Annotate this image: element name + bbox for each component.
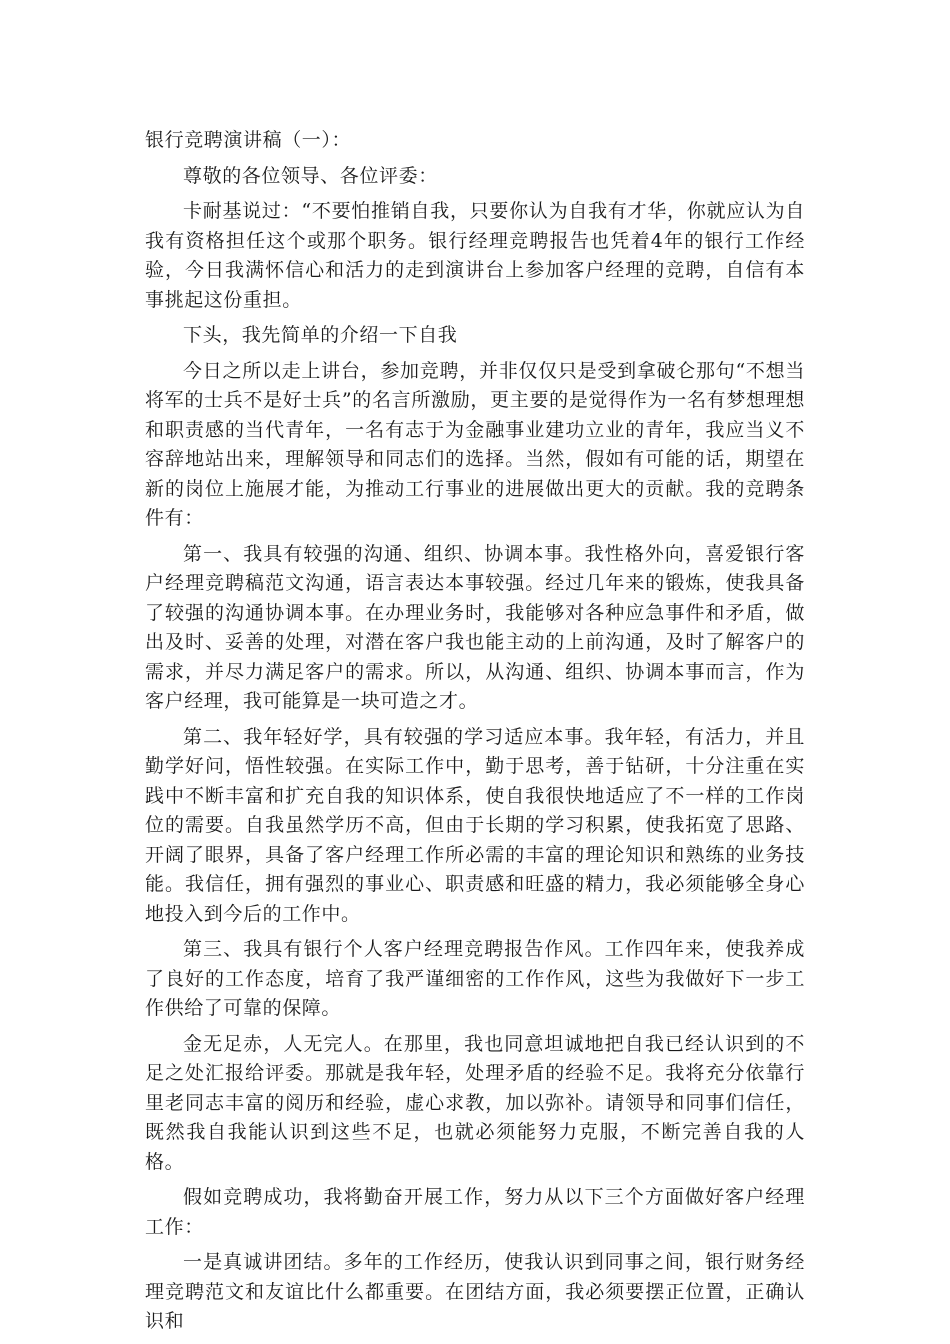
paragraph-self-intro-heading: 下头，我先简单的介绍一下自我 xyxy=(183,324,458,346)
document-title: 银行竞聘演讲稿（一）： xyxy=(145,129,352,151)
paragraph-quote-intro: 卡耐基说过：“不要怕推销自我，只要你认为自我有才华，你就应认为自我有资格担任这个或那个职务。银行经理竞聘报告也凭着4年的银行工作经验，今日我满怀信心和活力的走到演讲台上参加客户经理的竞聘，自信有本事挑起这份重担。 xyxy=(145,200,805,311)
paragraph-qualification-3: 第三、我具有银行个人客户经理竞聘报告作风。工作四年来，使我养成了良好的工作态度，培育了我严谨细密的工作作风，这些为我做好下一步工作供给了可靠的保障。 xyxy=(145,938,805,1019)
paragraph-motivation: 今日之所以走上讲台，参加竞聘，并非仅仅只是受到拿破仑那句“不想当将军的士兵不是好士兵”的名言所激励，更主要的是觉得作为一名有梦想理想和职责感的当代青年，一名有志于为金融事业建功立业的青年，我应当义不容辞地站出来，理解领导和同志们的选择。当然，假如有可能的话，期望在新的岗位上施展才能，为推动工行事业的进展做出更大的贡献。我的竞聘条件有： xyxy=(145,359,805,529)
paragraph-plan-intro: 假如竞聘成功，我将勤奋开展工作，努力从以下三个方面做好客户经理工作： xyxy=(145,1186,805,1238)
paragraph-qualification-2: 第二、我年轻好学，具有较强的学习适应本事。我年轻，有活力，并且勤学好问，悟性较强。在实际工作中，勤于思考，善于钻研，十分注重在实践中不断丰富和扩充自我的知识体系，使自我很快地适应了不一样的工作岗位的需要。自我虽然学历不高，但由于长期的学习积累，使我拓宽了思路、开阔了眼界，具备了客户经理工作所必需的丰富的理论知识和熟练的业务技能。我信任，拥有强烈的事业心、职责感和旺盛的精力，我必须能够全身心地投入到今后的工作中。 xyxy=(145,725,805,925)
paragraph-qualification-1: 第一、我具有较强的沟通、组织、协调本事。我性格外向，喜爱银行客户经理竞聘稿范文沟通，语言表达本事较强。经过几年来的锻炼，使我具备了较强的沟通协调本事。在办理业务时，我能够对各种应急事件和矛盾，做出及时、妥善的处理，对潜在客户我也能主动的上前沟通，及时了解客户的需求，并尽力满足客户的需求。所以，从沟通、组织、协调本事而言，作为客户经理，我可能算是一块可造之才。 xyxy=(145,542,805,712)
document-body xyxy=(145,126,805,1343)
paragraph-shortcomings: 金无足赤，人无完人。在那里，我也同意坦诚地把自我已经认识到的不足之处汇报给评委。那就是我年轻，处理矛盾的经验不足。我将充分依靠行里老同志丰富的阅历和经验，虚心求教，加以弥补。请领导和同事们信任，既然我自我能认识到这些不足，也就必须能努力克服，不断完善自我的人格。 xyxy=(145,1032,805,1173)
salutation: 尊敬的各位领导、各位评委： xyxy=(183,164,438,187)
paragraph-plan-1: 一是真诚讲团结。多年的工作经历，使我认识到同事之间，银行财务经理竞聘范文和友谊比什么都重要。在团结方面，我必须要摆正位置，正确认识和 xyxy=(145,1251,805,1332)
